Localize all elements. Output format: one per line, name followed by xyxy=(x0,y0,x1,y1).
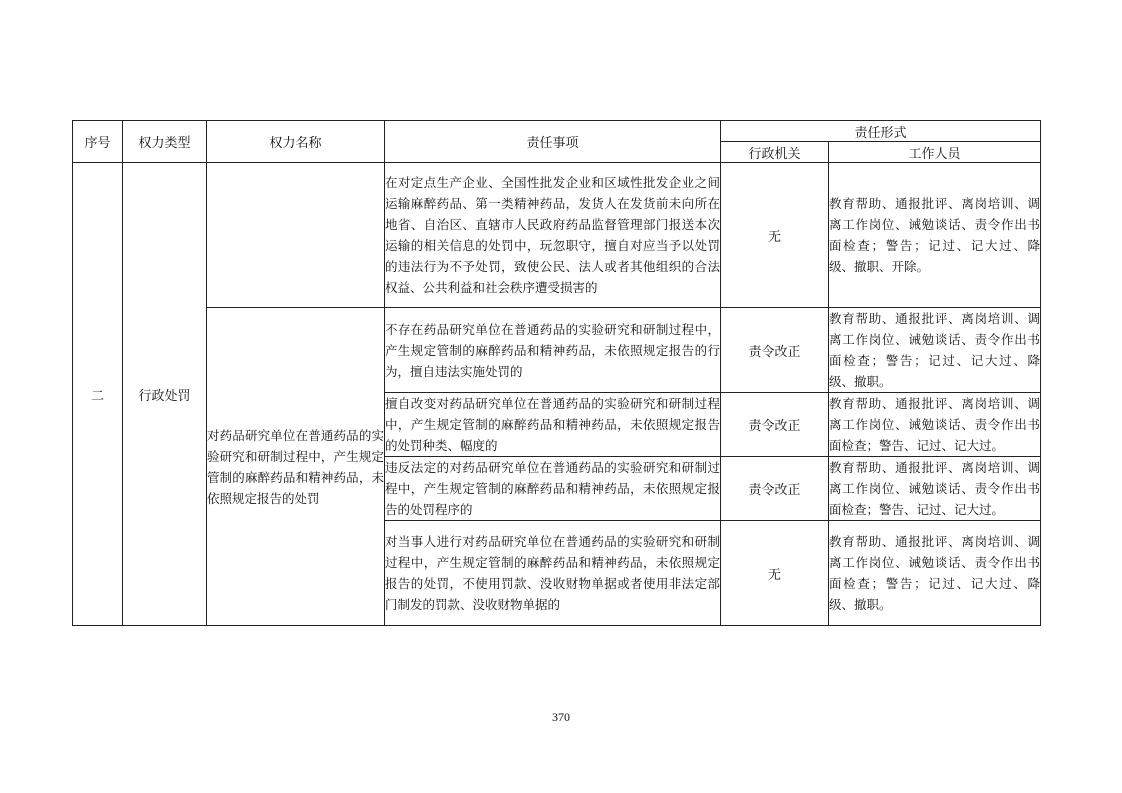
table-row xyxy=(73,163,1041,308)
matter-cell: 对当事人进行对药品研究单位在普通药品的实验研究和研制过程中，产生规定管制的麻醉药品和精神药品，未依照规定报告的处罚，不使用罚款、没收财物单据或者使用非法定部门制发的罚款、没收财物单据的 xyxy=(385,521,721,626)
matter-cell: 在对定点生产企业、全国性批发企业和区域性批发企业之间运输麻醉药品、第一类精神药品，发货人在发货前未向所在地省、自治区、直辖市人民政府药品监督管理部门报送本次运输的相关信息的处罚中，玩忽职守，擅自对应当予以处罚的违法行为不予处罚，致使公民、法人或者其他组织的合法权益、公共利益和社会秩序遭受损害的 xyxy=(385,163,721,308)
staff-cell: 教育帮助、通报批评、离岗培训、调离工作岗位、诫勉谈话、责令作出书面检查；警告；记过、记大过、降级、撤职。 xyxy=(829,521,1041,626)
matter-cell: 违反法定的对药品研究单位在普通药品的实验研究和研制过程中，产生规定管制的麻醉药品和精神药品，未依照规定报告的处罚程序的 xyxy=(385,457,721,521)
header-admin-org: 行政机关 xyxy=(721,142,829,163)
matter-cell: 擅自改变对药品研究单位在普通药品的实验研究和研制过程中，产生规定管制的麻醉药品和精神药品，未依照规定报告的处罚种类、幅度的 xyxy=(385,393,721,457)
staff-cell: 教育帮助、通报批评、离岗培训、调离工作岗位、诫勉谈话、责令作出书面检查；警告；记过、记大过、降级、撤职。 xyxy=(829,308,1041,393)
admin-cell: 责令改正 xyxy=(721,457,829,521)
header-responsibility-form: 责任形式 xyxy=(721,121,1041,142)
responsibility-table xyxy=(72,120,1041,626)
page-number: 370 xyxy=(552,710,570,724)
header-row-1 xyxy=(73,121,1041,142)
header-matters: 责任事项 xyxy=(385,121,721,163)
power-type-cell: 行政处罚 xyxy=(123,163,207,626)
header-staff: 工作人员 xyxy=(829,142,1041,163)
header-power-type: 权力类型 xyxy=(123,121,207,163)
power-name-cell-empty xyxy=(207,163,385,308)
header-seq: 序号 xyxy=(73,121,123,163)
admin-cell: 责令改正 xyxy=(721,393,829,457)
power-name-cell: 对药品研究单位在普通药品的实验研究和研制过程中，产生规定管制的麻醉药品和精神药品，未依照规定报告的处罚 xyxy=(207,308,385,626)
seq-cell: 二 xyxy=(73,163,123,626)
header-power-name: 权力名称 xyxy=(207,121,385,163)
staff-cell: 教育帮助、通报批评、离岗培训、调离工作岗位、诫勉谈话、责令作出书面检查；警告；记过、记大过、降级、撤职、开除。 xyxy=(829,163,1041,308)
admin-cell: 责令改正 xyxy=(721,308,829,393)
admin-cell: 无 xyxy=(721,163,829,308)
matter-cell: 不存在药品研究单位在普通药品的实验研究和研制过程中，产生规定管制的麻醉药品和精神药品，未依照规定报告的行为，擅自违法实施处罚的 xyxy=(385,308,721,393)
staff-cell: 教育帮助、通报批评、离岗培训、调离工作岗位、诫勉谈话、责令作出书面检查；警告、记过、记大过。 xyxy=(829,393,1041,457)
table-row xyxy=(73,308,1041,393)
staff-cell: 教育帮助、通报批评、离岗培训、调离工作岗位、诫勉谈话、责令作出书面检查；警告、记过、记大过。 xyxy=(829,457,1041,521)
admin-cell: 无 xyxy=(721,521,829,626)
